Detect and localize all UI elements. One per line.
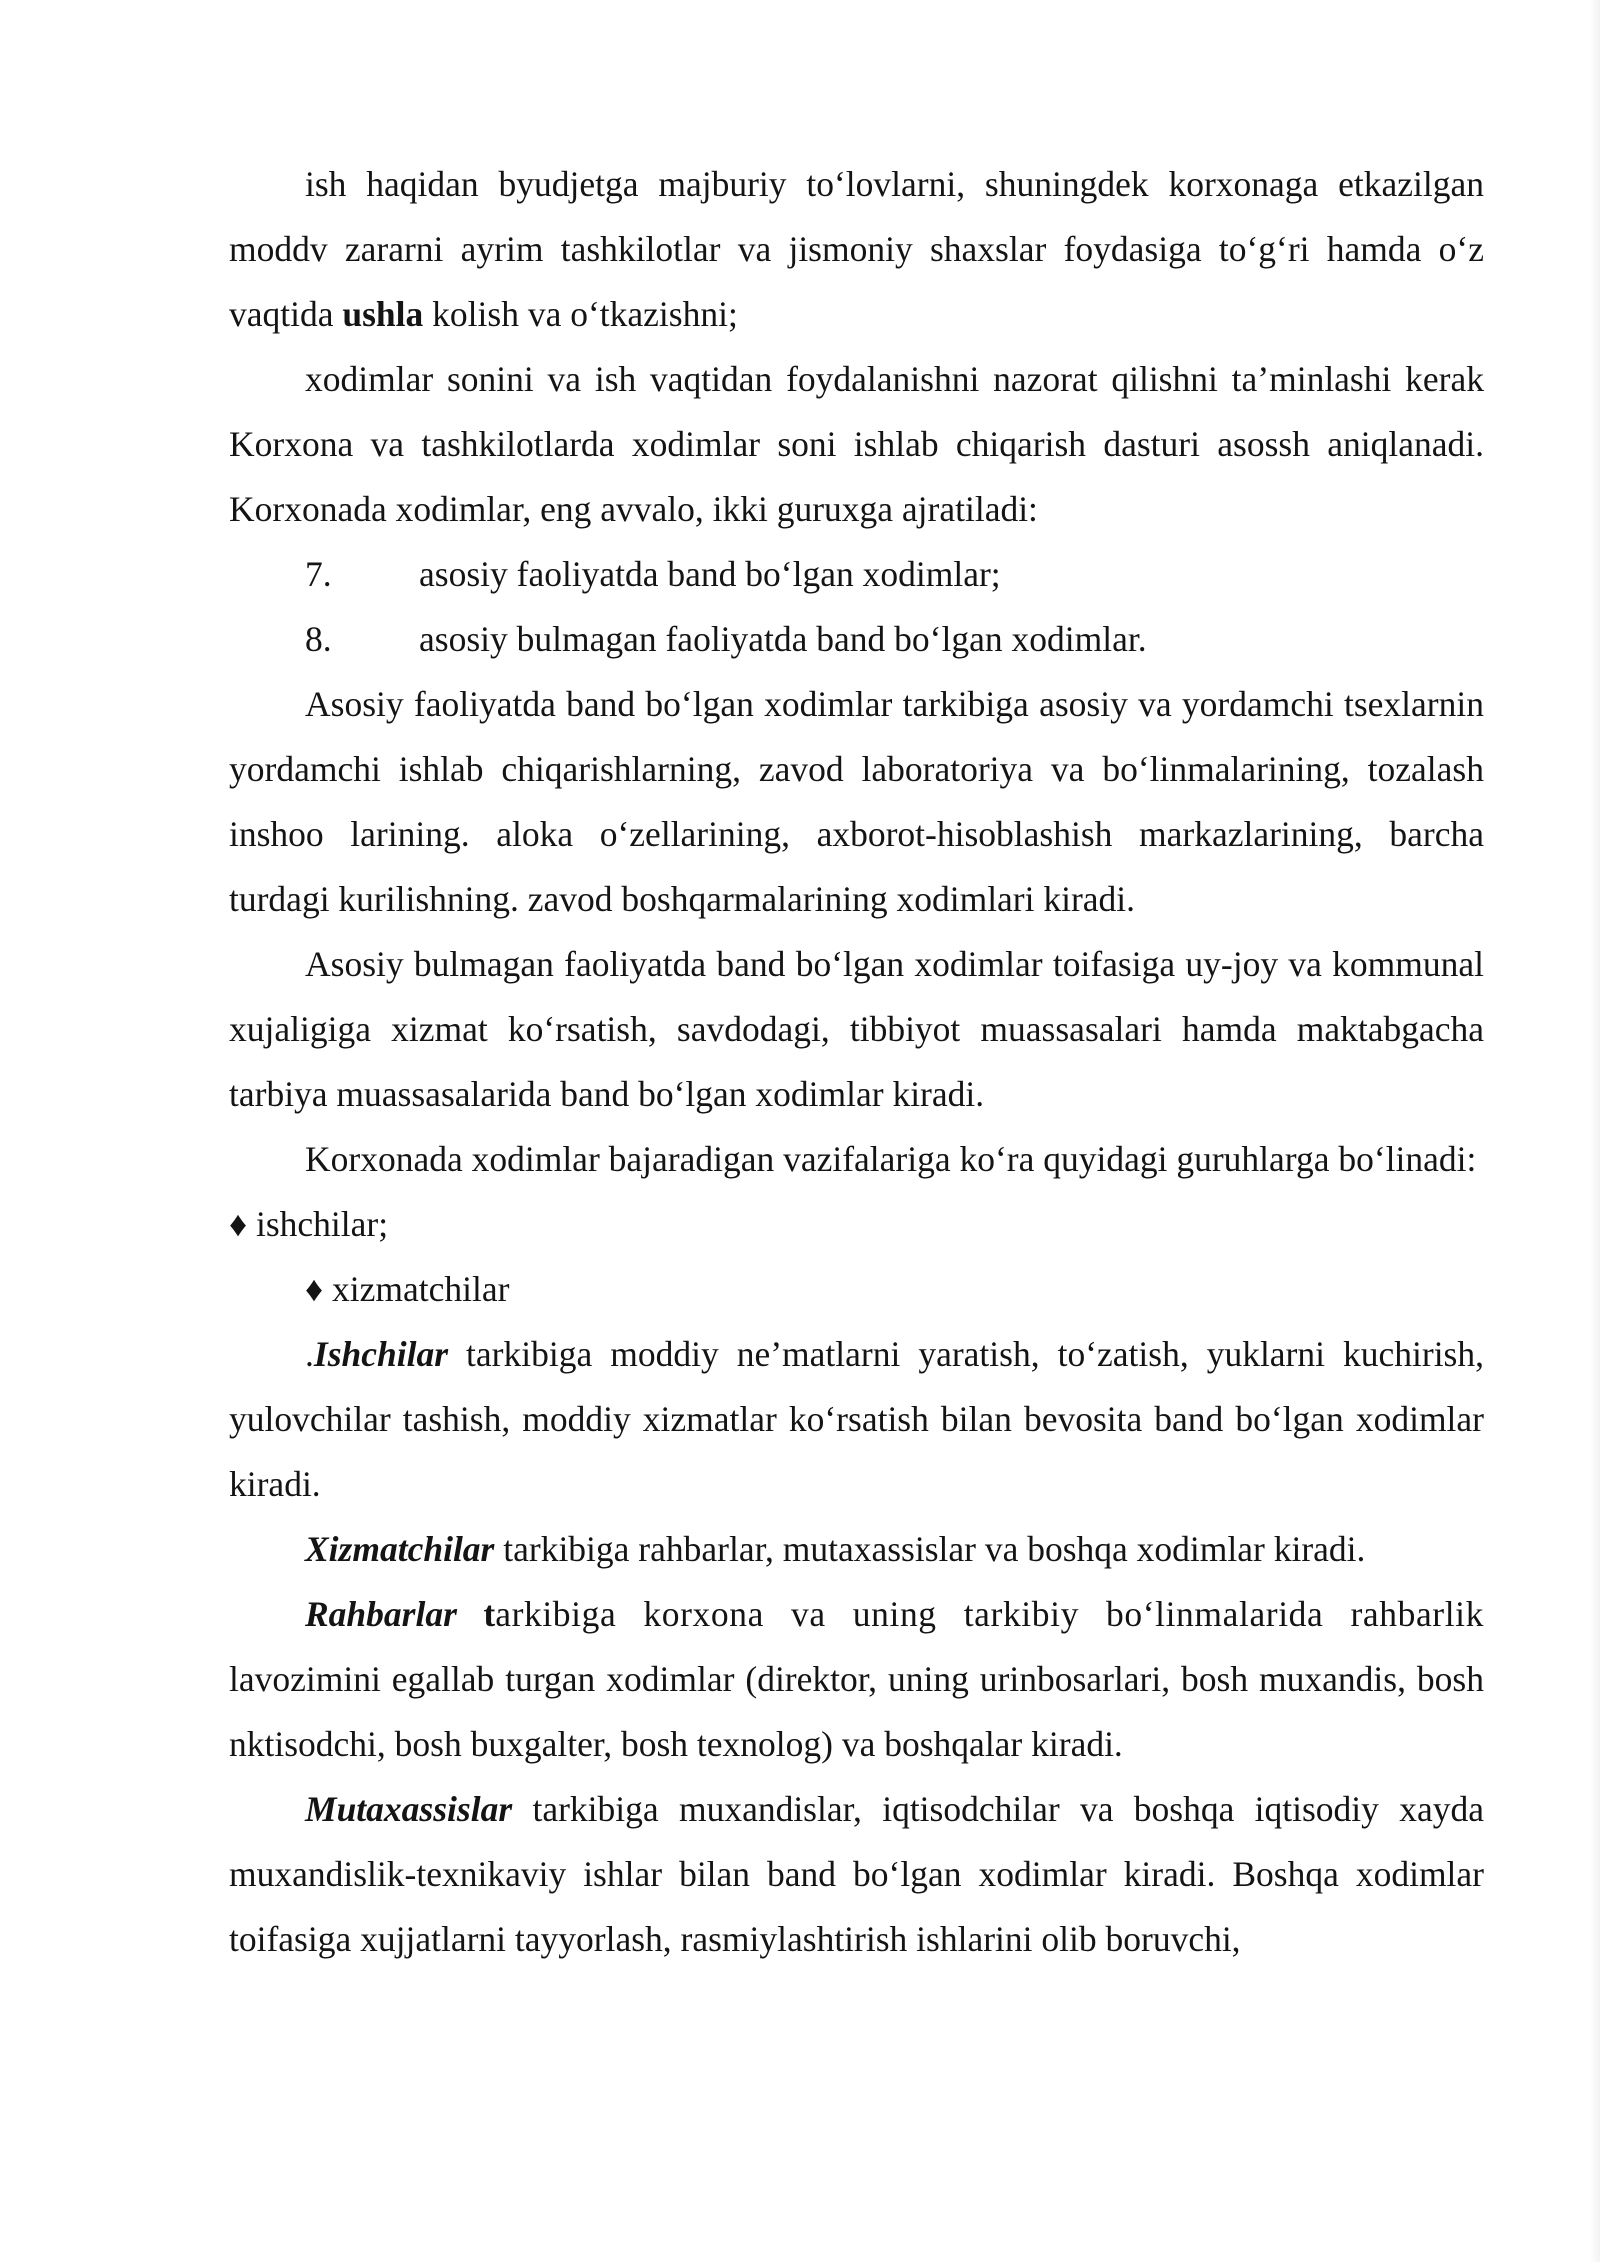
list-item-number: 7. [305,554,332,594]
page-edge-shadow [1590,0,1600,2262]
document-body [229,152,1484,1972]
paragraph-1-bold-word: ushla [342,294,424,334]
list-item-text: asosiy bulmagan faoliyatda band bo‘lgan xodimlar. [419,619,1147,659]
term-ishchilar: Ishchilar [313,1334,449,1374]
list-item-number: 8. [305,619,332,659]
paragraph-4: Asosiy bulmagan faoliyatda band bo‘lgan xodimlar toifasiga uy-joy va kommunal xujaligiga xizmat ko‘rsatish, savdodagi, tibbiyot muassasalari hamda maktabgacha tarbiya muassasalarida band bo‘lgan xodimlar kiradi. [229,944,1484,1114]
paragraph-mutaxassislar-text: tarkibiga muxandislar, iqtisodchilar va boshqa iqtisodiy xayda muxandislik-texnikaviy ishlar bilan band bo‘lgan xodimlar kiradi. Boshqa xodimlar toifasiga xujjatlarni tayyorlash, rasmiylashtirish ishlarini olib boruvchi, [229,1789,1484,1959]
list-item-text: asosiy faoliyatda band bo‘lgan xodimlar; [419,554,1001,594]
bullet-item-xizmatchilar [229,1257,1484,1322]
paragraph-xizmatchilar-text: tarkibiga rahbarlar, mutaxassislar va boshqa xodimlar kiradi. [494,1529,1366,1569]
bullet-item-text: ishchilar; [247,1204,389,1244]
paragraph-1-text-b: kolish va o‘tkazishni; [423,294,738,334]
list-item [229,607,1484,672]
paragraph-1-text-a: ish haqidan byudjetga majburiy to‘lovlarni, shuningdek korxonaga etkazilgan moddv zararni ayrim tashkilotlar va jismoniy shaxslar foydasiga to‘g‘ri hamda o‘z vaqtida [229,164,1484,334]
paragraph-ishchilar [229,1322,1484,1517]
bullet-item-ishchilar [229,1192,1484,1257]
term-rahbarlar: Rahbarlar [305,1594,457,1634]
paragraph-5: Korxonada xodimlar bajaradigan vazifalariga ko‘ra quyidagi guruhlarga bo‘linadi: [305,1139,1477,1179]
term-xizmatchilar: Xizmatchilar [305,1529,495,1569]
paragraph-1 [229,152,1484,347]
paragraph-mutaxassislar [229,1777,1484,1972]
paragraph-rahbarlar-spaced-text: arkibiga korxona va uning tarkibiy bo‘linmalarida rahbarlik [495,1594,1484,1634]
term-mutaxassislar: Mutaxassislar [305,1789,513,1829]
paragraph-rahbarlar-bold-letter: t [456,1594,496,1634]
paragraph-ishchilar-text: tarkibiga moddiy ne’matlarni yaratish, to‘zatish, yuklarni kuchirish, yulovchilar tashish, moddiy xizmatlar ko‘rsatish bilan bevosita band bo‘lgan xodimlar kiradi. [229,1334,1484,1504]
paragraph-3: Asosiy faoliyatda band bo‘lgan xodimlar tarkibiga asosiy va yordamchi tsexlarnin yordamchi ishlab chiqarishlarning, zavod laboratoriya va bo‘linmalarining, tozalash inshoo larining. aloka o‘zellarining, axborot-hisoblashish markazlarining, barcha turdagi kurilishning. zavod boshqarmalarining xodimlari kiradi. [229,684,1484,919]
paragraph-rahbarlar-text: lavozimini egallab turgan xodimlar (direktor, uning urinbosarlari, bosh muxandis, bosh nktisodchi, bosh buxgalter, bosh texnolog) va boshqalar kiradi. [229,1659,1484,1764]
diamond-bullet-icon: ♦ [305,1269,324,1309]
list-item [229,542,1484,607]
paragraph-ishchilar-prefix: . [305,1334,314,1374]
diamond-bullet-icon: ♦ [229,1204,248,1244]
paragraph-xizmatchilar [229,1517,1484,1582]
paragraph-2: xodimlar sonini va ish vaqtidan foydalanishni nazorat qilishni ta’minlashi kerak Korxona va tashkilotlarda xodimlar soni ishlab chiqarish dasturi asossh aniqlanadi. Korxonada xodimlar, eng avvalo, ikki guruxga ajratiladi: [229,359,1484,529]
bullet-item-text: xizmatchilar [323,1269,510,1309]
paragraph-rahbarlar [229,1582,1484,1777]
